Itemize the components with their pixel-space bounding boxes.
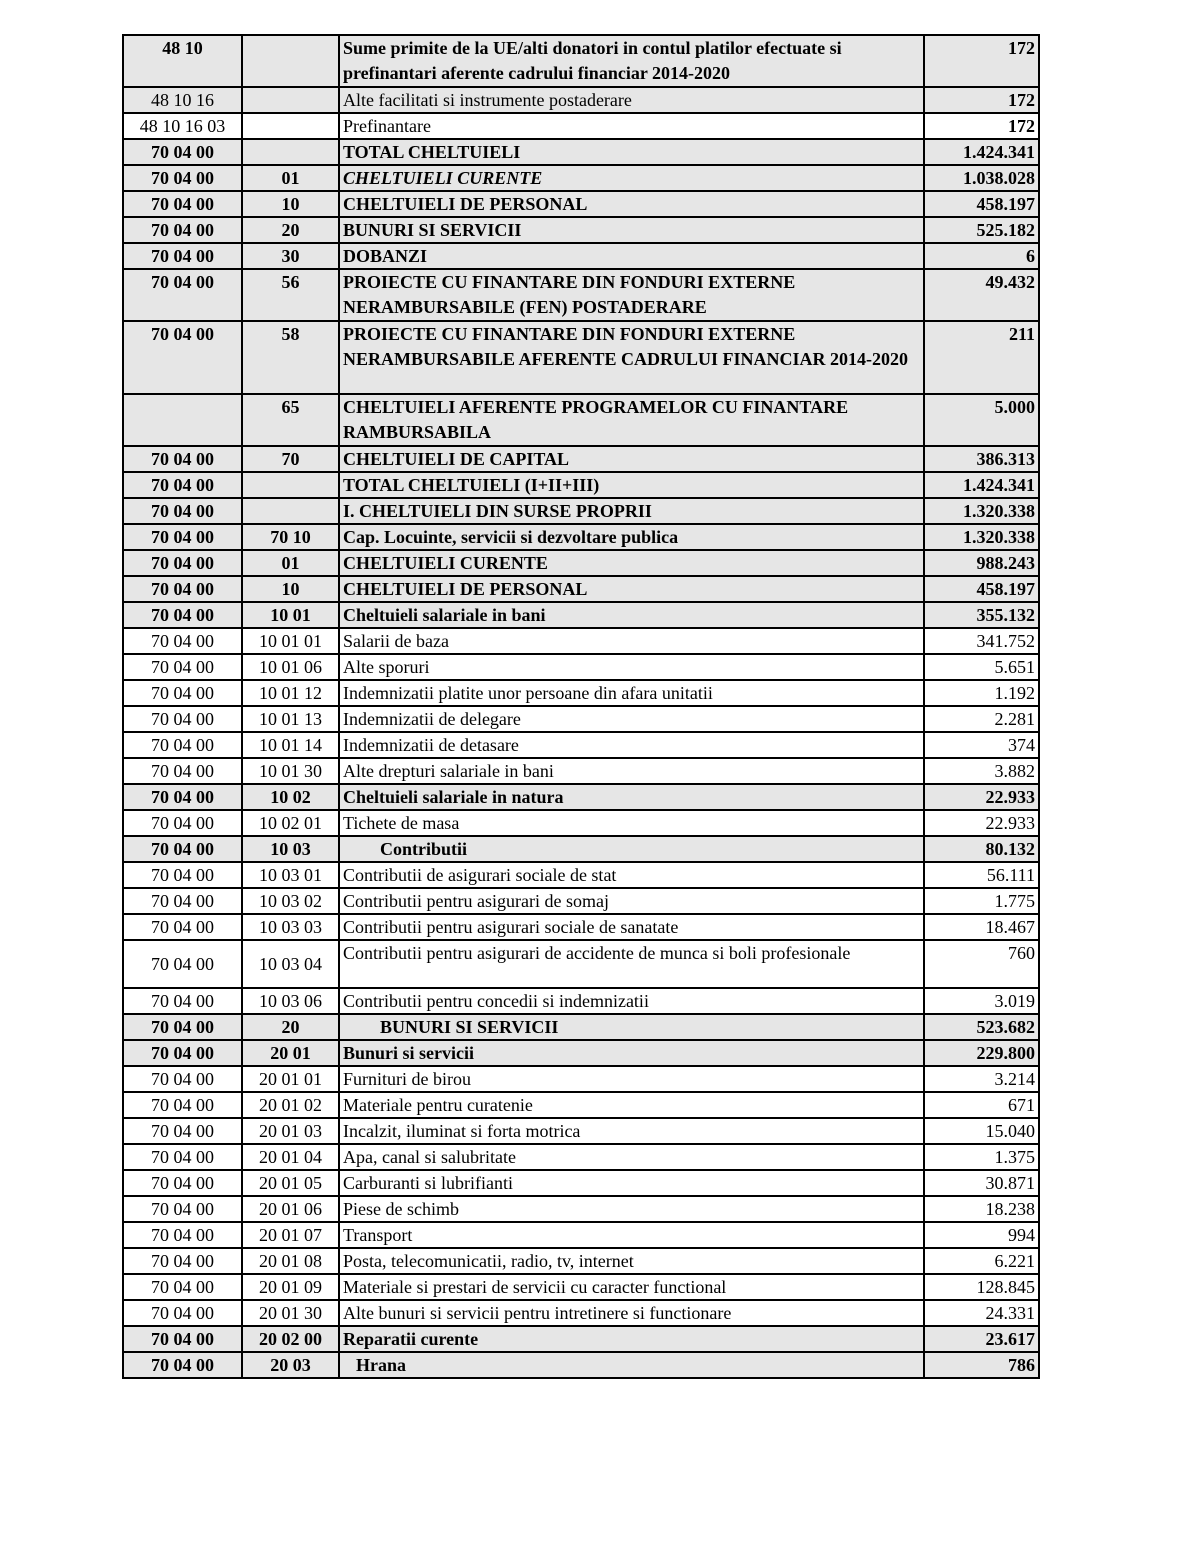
amount-cell: 1.775 (924, 888, 1039, 914)
table-row (123, 628, 1039, 654)
subaccount-code-cell: 10 01 12 (242, 680, 339, 706)
subaccount-code-cell: 10 03 01 (242, 862, 339, 888)
amount-cell: 128.845 (924, 1274, 1039, 1300)
table-row (123, 550, 1039, 576)
amount-cell: 671 (924, 1092, 1039, 1118)
account-code-cell: 48 10 16 (123, 87, 242, 113)
subaccount-code-cell: 10 (242, 576, 339, 602)
account-code-cell: 70 04 00 (123, 1274, 242, 1300)
account-code-cell: 70 04 00 (123, 498, 242, 524)
amount-cell: 172 (924, 87, 1039, 113)
account-code-cell: 70 04 00 (123, 165, 242, 191)
table-row (123, 784, 1039, 810)
account-code-cell: 70 04 00 (123, 576, 242, 602)
account-code-cell: 70 04 00 (123, 269, 242, 321)
table-row (123, 1196, 1039, 1222)
account-code-cell: 70 04 00 (123, 988, 242, 1014)
description-cell: TOTAL CHELTUIELI (I+II+III) (339, 472, 924, 498)
table-row (123, 914, 1039, 940)
subaccount-code-cell: 10 01 13 (242, 706, 339, 732)
subaccount-code-cell: 30 (242, 243, 339, 269)
description-cell: Sume primite de la UE/alti donatori in contul platilor efectuate si prefinantari aferente cadrului financiar 2014-2020 (339, 35, 924, 87)
amount-cell: 15.040 (924, 1118, 1039, 1144)
amount-cell: 341.752 (924, 628, 1039, 654)
amount-cell: 23.617 (924, 1326, 1039, 1352)
amount-cell: 355.132 (924, 602, 1039, 628)
table-row (123, 243, 1039, 269)
description-cell: Tichete de masa (339, 810, 924, 836)
amount-cell: 18.467 (924, 914, 1039, 940)
subaccount-code-cell: 10 03 (242, 836, 339, 862)
account-code-cell (123, 394, 242, 446)
subaccount-code-cell: 20 01 08 (242, 1248, 339, 1274)
amount-cell: 56.111 (924, 862, 1039, 888)
table-row (123, 524, 1039, 550)
table-row (123, 1222, 1039, 1248)
account-code-cell: 70 04 00 (123, 654, 242, 680)
account-code-cell: 70 04 00 (123, 139, 242, 165)
subaccount-code-cell (242, 498, 339, 524)
amount-cell: 49.432 (924, 269, 1039, 321)
amount-cell: 525.182 (924, 217, 1039, 243)
table-row (123, 446, 1039, 472)
subaccount-code-cell: 01 (242, 550, 339, 576)
table-row (123, 113, 1039, 139)
description-cell: DOBANZI (339, 243, 924, 269)
table-row (123, 217, 1039, 243)
subaccount-code-cell: 20 01 04 (242, 1144, 339, 1170)
description-cell: CHELTUIELI DE CAPITAL (339, 446, 924, 472)
description-cell: CHELTUIELI CURENTE (339, 550, 924, 576)
account-code-cell: 70 04 00 (123, 602, 242, 628)
table-row (123, 1248, 1039, 1274)
description-cell: CHELTUIELI DE PERSONAL (339, 576, 924, 602)
subaccount-code-cell: 20 01 05 (242, 1170, 339, 1196)
account-code-cell: 70 04 00 (123, 888, 242, 914)
description-cell: Alte drepturi salariale in bani (339, 758, 924, 784)
description-cell: Reparatii curente (339, 1326, 924, 1352)
amount-cell: 786 (924, 1352, 1039, 1378)
account-code-cell: 70 04 00 (123, 706, 242, 732)
account-code-cell: 70 04 00 (123, 1014, 242, 1040)
description-cell: CHELTUIELI AFERENTE PROGRAMELOR CU FINANTARE RAMBURSABILA (339, 394, 924, 446)
amount-cell: 1.424.341 (924, 139, 1039, 165)
table-row (123, 654, 1039, 680)
amount-cell: 458.197 (924, 191, 1039, 217)
table-row (123, 472, 1039, 498)
description-cell: Contributii pentru asigurari de somaj (339, 888, 924, 914)
description-cell: PROIECTE CU FINANTARE DIN FONDURI EXTERNE NERAMBURSABILE AFERENTE CADRULUI FINANCIAR 2014-2020 (339, 321, 924, 394)
table-row (123, 1326, 1039, 1352)
description-cell: Cap. Locuinte, servicii si dezvoltare publica (339, 524, 924, 550)
subaccount-code-cell: 10 03 03 (242, 914, 339, 940)
table-row (123, 732, 1039, 758)
amount-cell: 30.871 (924, 1170, 1039, 1196)
amount-cell: 211 (924, 321, 1039, 394)
table-row (123, 321, 1039, 394)
account-code-cell: 70 04 00 (123, 862, 242, 888)
subaccount-code-cell (242, 35, 339, 87)
account-code-cell: 70 04 00 (123, 1352, 242, 1378)
description-cell: Transport (339, 1222, 924, 1248)
description-cell: CHELTUIELI DE PERSONAL (339, 191, 924, 217)
table-row (123, 1170, 1039, 1196)
account-code-cell: 70 04 00 (123, 472, 242, 498)
amount-cell: 18.238 (924, 1196, 1039, 1222)
subaccount-code-cell: 20 (242, 217, 339, 243)
subaccount-code-cell (242, 113, 339, 139)
description-cell: Piese de schimb (339, 1196, 924, 1222)
table-row (123, 602, 1039, 628)
amount-cell: 1.320.338 (924, 524, 1039, 550)
description-cell: Indemnizatii platite unor persoane din afara unitatii (339, 680, 924, 706)
description-cell: BUNURI SI SERVICII (339, 217, 924, 243)
description-cell: Alte bunuri si servicii pentru intretinere si functionare (339, 1300, 924, 1326)
account-code-cell: 70 04 00 (123, 446, 242, 472)
description-cell: Furnituri de birou (339, 1066, 924, 1092)
table-row (123, 576, 1039, 602)
description-cell: Prefinantare (339, 113, 924, 139)
table-row (123, 836, 1039, 862)
description-cell: Contributii de asigurari sociale de stat (339, 862, 924, 888)
subaccount-code-cell: 20 01 02 (242, 1092, 339, 1118)
table-row (123, 706, 1039, 732)
description-cell: Contributii pentru asigurari de accidente de munca si boli profesionale (339, 940, 924, 988)
description-cell: Incalzit, iluminat si forta motrica (339, 1118, 924, 1144)
account-code-cell: 70 04 00 (123, 550, 242, 576)
description-cell: Bunuri si servicii (339, 1040, 924, 1066)
subaccount-code-cell: 20 02 00 (242, 1326, 339, 1352)
amount-cell: 172 (924, 113, 1039, 139)
amount-cell: 523.682 (924, 1014, 1039, 1040)
account-code-cell: 70 04 00 (123, 680, 242, 706)
description-cell: Contributii pentru concedii si indemnizatii (339, 988, 924, 1014)
amount-cell: 172 (924, 35, 1039, 87)
budget-table-body (123, 35, 1039, 1378)
account-code-cell: 70 04 00 (123, 836, 242, 862)
description-cell: Carburanti si lubrifianti (339, 1170, 924, 1196)
subaccount-code-cell: 20 (242, 1014, 339, 1040)
amount-cell: 386.313 (924, 446, 1039, 472)
table-row (123, 191, 1039, 217)
amount-cell: 988.243 (924, 550, 1039, 576)
description-cell: Posta, telecomunicatii, radio, tv, internet (339, 1248, 924, 1274)
table-row (123, 1066, 1039, 1092)
account-code-cell: 70 04 00 (123, 940, 242, 988)
table-row (123, 888, 1039, 914)
amount-cell: 5.651 (924, 654, 1039, 680)
description-cell: Salarii de baza (339, 628, 924, 654)
amount-cell: 3.882 (924, 758, 1039, 784)
amount-cell: 229.800 (924, 1040, 1039, 1066)
description-cell: Cheltuieli salariale in bani (339, 602, 924, 628)
table-row (123, 1274, 1039, 1300)
subaccount-code-cell (242, 472, 339, 498)
subaccount-code-cell: 10 03 04 (242, 940, 339, 988)
description-cell: Contributii pentru asigurari sociale de sanatate (339, 914, 924, 940)
subaccount-code-cell: 20 01 (242, 1040, 339, 1066)
subaccount-code-cell: 10 02 (242, 784, 339, 810)
description-cell: Alte facilitati si instrumente postaderare (339, 87, 924, 113)
account-code-cell: 70 04 00 (123, 1222, 242, 1248)
table-row (123, 35, 1039, 87)
description-cell: Contributii (339, 836, 924, 862)
table-row (123, 87, 1039, 113)
subaccount-code-cell: 10 01 06 (242, 654, 339, 680)
amount-cell: 2.281 (924, 706, 1039, 732)
description-cell: Apa, canal si salubritate (339, 1144, 924, 1170)
description-cell: Hrana (339, 1352, 924, 1378)
account-code-cell: 70 04 00 (123, 1092, 242, 1118)
table-row (123, 862, 1039, 888)
subaccount-code-cell: 70 10 (242, 524, 339, 550)
table-row (123, 269, 1039, 321)
amount-cell: 1.192 (924, 680, 1039, 706)
account-code-cell: 70 04 00 (123, 1248, 242, 1274)
account-code-cell: 70 04 00 (123, 243, 242, 269)
subaccount-code-cell: 70 (242, 446, 339, 472)
account-code-cell: 70 04 00 (123, 758, 242, 784)
table-row (123, 988, 1039, 1014)
account-code-cell: 70 04 00 (123, 1300, 242, 1326)
table-row (123, 680, 1039, 706)
subaccount-code-cell: 20 01 03 (242, 1118, 339, 1144)
description-cell: TOTAL CHELTUIELI (339, 139, 924, 165)
amount-cell: 1.320.338 (924, 498, 1039, 524)
account-code-cell: 70 04 00 (123, 321, 242, 394)
table-row (123, 940, 1039, 988)
account-code-cell: 70 04 00 (123, 191, 242, 217)
description-cell: CHELTUIELI CURENTE (339, 165, 924, 191)
table-row (123, 139, 1039, 165)
account-code-cell: 70 04 00 (123, 524, 242, 550)
table-row (123, 1352, 1039, 1378)
description-cell: Materiale si prestari de servicii cu caracter functional (339, 1274, 924, 1300)
description-cell: Alte sporuri (339, 654, 924, 680)
description-cell: I. CHELTUIELI DIN SURSE PROPRII (339, 498, 924, 524)
subaccount-code-cell: 10 01 30 (242, 758, 339, 784)
table-row (123, 1014, 1039, 1040)
description-cell: PROIECTE CU FINANTARE DIN FONDURI EXTERNE NERAMBURSABILE (FEN) POSTADERARE (339, 269, 924, 321)
amount-cell: 994 (924, 1222, 1039, 1248)
table-row (123, 810, 1039, 836)
account-code-cell: 70 04 00 (123, 628, 242, 654)
table-row (123, 1092, 1039, 1118)
amount-cell: 3.214 (924, 1066, 1039, 1092)
table-row (123, 394, 1039, 446)
account-code-cell: 70 04 00 (123, 810, 242, 836)
subaccount-code-cell: 10 01 01 (242, 628, 339, 654)
table-row (123, 1144, 1039, 1170)
budget-page (122, 34, 1038, 1379)
subaccount-code-cell: 58 (242, 321, 339, 394)
subaccount-code-cell: 20 01 06 (242, 1196, 339, 1222)
description-cell: Materiale pentru curatenie (339, 1092, 924, 1118)
budget-table (122, 34, 1040, 1379)
amount-cell: 6 (924, 243, 1039, 269)
subaccount-code-cell: 65 (242, 394, 339, 446)
account-code-cell: 70 04 00 (123, 217, 242, 243)
account-code-cell: 48 10 (123, 35, 242, 87)
account-code-cell: 70 04 00 (123, 1170, 242, 1196)
account-code-cell: 70 04 00 (123, 1326, 242, 1352)
subaccount-code-cell: 20 03 (242, 1352, 339, 1378)
amount-cell: 80.132 (924, 836, 1039, 862)
amount-cell: 6.221 (924, 1248, 1039, 1274)
amount-cell: 374 (924, 732, 1039, 758)
subaccount-code-cell: 10 (242, 191, 339, 217)
amount-cell: 1.424.341 (924, 472, 1039, 498)
subaccount-code-cell: 56 (242, 269, 339, 321)
subaccount-code-cell: 20 01 30 (242, 1300, 339, 1326)
description-cell: Indemnizatii de delegare (339, 706, 924, 732)
description-cell: Cheltuieli salariale in natura (339, 784, 924, 810)
account-code-cell: 70 04 00 (123, 1040, 242, 1066)
table-row (123, 1118, 1039, 1144)
amount-cell: 24.331 (924, 1300, 1039, 1326)
table-row (123, 1040, 1039, 1066)
account-code-cell: 70 04 00 (123, 914, 242, 940)
amount-cell: 760 (924, 940, 1039, 988)
account-code-cell: 70 04 00 (123, 732, 242, 758)
description-cell: Indemnizatii de detasare (339, 732, 924, 758)
subaccount-code-cell: 10 03 06 (242, 988, 339, 1014)
subaccount-code-cell (242, 87, 339, 113)
amount-cell: 1.375 (924, 1144, 1039, 1170)
table-row (123, 165, 1039, 191)
account-code-cell: 70 04 00 (123, 1066, 242, 1092)
account-code-cell: 48 10 16 03 (123, 113, 242, 139)
subaccount-code-cell: 10 01 14 (242, 732, 339, 758)
table-row (123, 1300, 1039, 1326)
subaccount-code-cell (242, 139, 339, 165)
table-row (123, 758, 1039, 784)
subaccount-code-cell: 10 01 (242, 602, 339, 628)
amount-cell: 3.019 (924, 988, 1039, 1014)
subaccount-code-cell: 20 01 09 (242, 1274, 339, 1300)
subaccount-code-cell: 10 02 01 (242, 810, 339, 836)
account-code-cell: 70 04 00 (123, 1118, 242, 1144)
description-cell: BUNURI SI SERVICII (339, 1014, 924, 1040)
account-code-cell: 70 04 00 (123, 1196, 242, 1222)
subaccount-code-cell: 20 01 01 (242, 1066, 339, 1092)
subaccount-code-cell: 10 03 02 (242, 888, 339, 914)
subaccount-code-cell: 20 01 07 (242, 1222, 339, 1248)
amount-cell: 22.933 (924, 810, 1039, 836)
account-code-cell: 70 04 00 (123, 784, 242, 810)
amount-cell: 1.038.028 (924, 165, 1039, 191)
table-row (123, 498, 1039, 524)
account-code-cell: 70 04 00 (123, 1144, 242, 1170)
subaccount-code-cell: 01 (242, 165, 339, 191)
amount-cell: 458.197 (924, 576, 1039, 602)
amount-cell: 22.933 (924, 784, 1039, 810)
amount-cell: 5.000 (924, 394, 1039, 446)
